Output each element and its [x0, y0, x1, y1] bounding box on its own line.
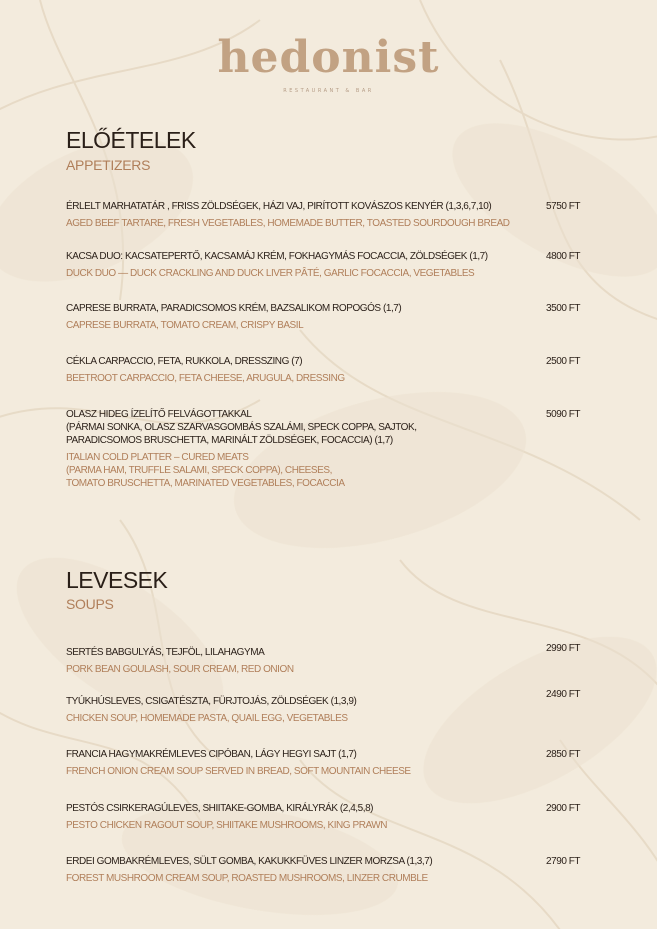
- item-price: 3500 FT: [546, 303, 581, 314]
- item-price: 5750 FT: [546, 201, 581, 212]
- menu-item: [66, 855, 596, 885]
- item-name-en: DUCK DUO — DUCK CRACKLING AND DUCK LIVER PÂTÉ, GARLIC FOCACCIA, VEGETABLES: [66, 268, 475, 279]
- item-name-en: PORK BEAN GOULASH, SOUR CREAM, RED ONION: [66, 664, 294, 675]
- item-name-hu: ÉRLELT MARHATATÁR , FRISS ZÖLDSÉGEK, HÁZI VAJ, PIRÍTOTT KOVÁSZOS KENYÉR (1,3,6,7,10): [66, 201, 492, 212]
- item-name-hu: CAPRESE BURRATA, PARADICSOMOS KRÉM, BAZSALIKOM ROPOGÓS (1,7): [66, 303, 402, 314]
- item-price: 2990 FT: [546, 643, 581, 654]
- item-name-en: FOREST MUSHROOM CREAM SOUP, ROASTED MUSHROOMS, LINZER CRUMBLE: [66, 873, 428, 884]
- item-name-hu: KACSA DUO: KACSATEPERTŐ, KACSAMÁJ KRÉM, FOKHAGYMÁS FOCACCIA, ZÖLDSÉGEK (1,7): [66, 251, 488, 262]
- section-subtitle-appetizers: APPETIZERS: [66, 157, 151, 173]
- item-name-hu: SERTÉS BABGULYÁS, TEJFÖL, LILAHAGYMA: [66, 647, 265, 658]
- item-name-hu: FRANCIA HAGYMAKRÉMLEVES CIPÓBAN, LÁGY HEGYI SAJT (1,7): [66, 749, 357, 760]
- item-price: 2850 FT: [546, 749, 581, 760]
- menu-item: [66, 355, 596, 385]
- menu-item: [66, 250, 596, 280]
- item-name-en: CHICKEN SOUP, HOMEMADE PASTA, QUAIL EGG, VEGETABLES: [66, 713, 348, 724]
- item-name-hu: TYÚKHÚSLEVES, CSIGATÉSZTA, FÜRJTOJÁS, ZÖLDSÉGEK (1,3,9): [66, 696, 357, 707]
- brand-logo: hedonist: [217, 32, 440, 83]
- menu-item: [66, 748, 596, 778]
- item-name-en: ITALIAN COLD PLATTER – CURED MEATS (PARMA HAM, TRUFFLE SALAMI, SPECK COPPA), CHEESES, TOMATO BRUSCHETTA, MARINATED VEGETABLES, FOCACCIA: [66, 452, 345, 489]
- item-price: 2790 FT: [546, 856, 581, 867]
- item-name-hu: OLASZ HIDEG ÍZELÍTŐ FELVÁGOTTAKKAL (PÁRMAI SONKA, OLASZ SZARVASGOMBÁS SZALÁMI, SPECK COPPA, SAJTOK, PARADICSOMOS BRUSCHETTA, MARINÁLT ZÖLDSÉGEK, FOCACCIA) (1,7): [66, 409, 417, 446]
- menu-item: [66, 200, 596, 230]
- menu-item: [66, 408, 596, 490]
- item-price: 2500 FT: [546, 356, 581, 367]
- item-name-hu: ERDEI GOMBAKRÉMLEVES, SÜLT GOMBA, KAKUKKFÜVES LINZER MORZSA (1,3,7): [66, 856, 433, 867]
- item-price: 4800 FT: [546, 251, 581, 262]
- item-name-en: BEETROOT CARPACCIO, FETA CHEESE, ARUGULA, DRESSING: [66, 373, 345, 384]
- section-title-appetizers: ELŐÉTELEK: [66, 127, 196, 153]
- item-name-en: FRENCH ONION CREAM SOUP SERVED IN BREAD, SOFT MOUNTAIN CHEESE: [66, 766, 411, 777]
- section-title-soups: LEVESEK: [66, 567, 168, 593]
- item-price: 2490 FT: [546, 689, 581, 700]
- item-name-en: AGED BEEF TARTARE, FRESH VEGETABLES, HOMEMADE BUTTER, TOASTED SOURDOUGH BREAD: [66, 218, 510, 229]
- item-name-en: CAPRESE BURRATA, TOMATO CREAM, CRISPY BASIL: [66, 320, 304, 331]
- menu-item: [66, 689, 596, 725]
- item-price: 2900 FT: [546, 803, 581, 814]
- menu-item: [66, 302, 596, 332]
- section-subtitle-soups: SOUPS: [66, 596, 114, 612]
- item-price: 5090 FT: [546, 409, 581, 420]
- brand-tagline: RESTAURANT & BAR: [283, 88, 374, 94]
- item-name-en: PESTO CHICKEN RAGOUT SOUP, SHIITAKE MUSHROOMS, KING PRAWN: [66, 820, 388, 831]
- menu-item: [66, 643, 596, 676]
- menu-item: [66, 802, 596, 832]
- item-name-hu: PESTÓS CSIRKERAGÚLEVES, SHIITAKE-GOMBA, KIRÁLYRÁK (2,4,5,8): [66, 803, 374, 814]
- item-name-hu: CÉKLA CARPACCIO, FETA, RUKKOLA, DRESSZING (7): [66, 356, 303, 367]
